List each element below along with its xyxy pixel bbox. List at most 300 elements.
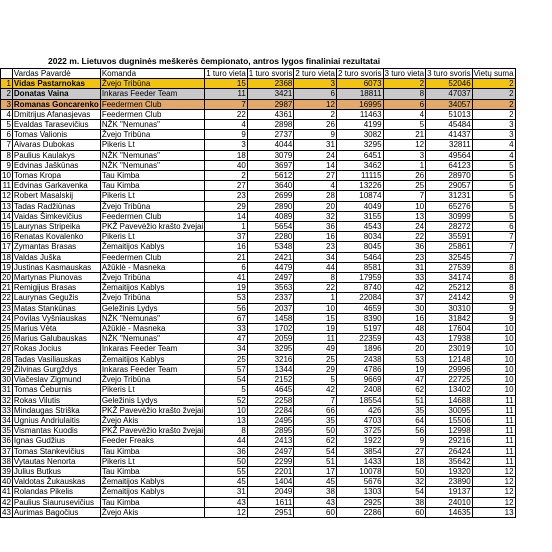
table-cell: 29 <box>2 364 11 374</box>
table-cell: 2987 <box>247 99 294 109</box>
table-row <box>1 446 516 456</box>
table-cell: 2 <box>472 109 515 119</box>
table-cell: 11 <box>472 446 515 456</box>
table-cell: 9669 <box>336 375 383 385</box>
table-cell: 4044 <box>247 140 294 150</box>
table-cell: 13226 <box>336 181 383 191</box>
table-cell: 11 <box>472 426 515 436</box>
table-cell: Žemaitijos Kablys <box>100 487 204 497</box>
table-cell: Tau Kimba <box>100 466 204 476</box>
table-row <box>1 181 516 191</box>
table-cell: 10 <box>472 385 515 395</box>
table-cell: 6073 <box>336 79 383 89</box>
table-cell: Inkaras Feeder Team <box>100 364 204 374</box>
table-cell: 23 <box>294 242 337 252</box>
table-cell: 43 <box>294 497 337 507</box>
table-row <box>1 201 516 211</box>
table-cell: 5 <box>472 181 515 191</box>
table-row <box>1 456 516 466</box>
table-cell: 10 <box>294 303 337 313</box>
table-row <box>1 232 516 242</box>
table-cell: 64 <box>383 415 426 425</box>
table-cell: 3697 <box>247 160 294 170</box>
table-cell: 6 <box>472 222 515 232</box>
table-cell: 3082 <box>336 130 383 140</box>
table-cell: 7 <box>472 232 515 242</box>
table-cell: 3 <box>294 79 337 89</box>
table-cell: 15506 <box>426 415 473 425</box>
table-cell: 60 <box>383 507 426 517</box>
table-cell: 25 <box>294 354 337 364</box>
table-cell: 2737 <box>247 130 294 140</box>
table-cell: Laurynas Gegužis <box>12 293 100 303</box>
table-cell: 2497 <box>247 446 294 456</box>
table-cell: 3079 <box>247 150 294 160</box>
table-cell: 18 <box>205 150 248 160</box>
table-cell: 26424 <box>426 446 473 456</box>
table-cell: Žvejo Tribūna <box>100 201 204 211</box>
table-cell: 8 <box>472 273 515 283</box>
table-cell: Tomas Stankevičius <box>12 446 100 456</box>
table-row <box>1 477 516 487</box>
table-cell: 4 <box>383 109 426 119</box>
table-cell: 51013 <box>426 109 473 119</box>
table-cell: 53 <box>383 354 426 364</box>
table-cell: 43 <box>205 497 248 507</box>
table-cell: 1611 <box>247 497 294 507</box>
table-cell: Žemaitijos Kablys <box>100 242 204 252</box>
table-cell: 29 <box>294 364 337 374</box>
table-cell: Valdotas Žukauskas <box>12 477 100 487</box>
table-cell: 50 <box>383 466 426 476</box>
table-cell: 12 <box>472 466 515 476</box>
table-cell: 4 <box>294 181 337 191</box>
table-cell: 2299 <box>247 456 294 466</box>
table-cell: Justinas Kasmauskas <box>12 262 100 272</box>
table-cell: 2497 <box>247 273 294 283</box>
table-cell: Ignas Gudžius <box>12 436 100 446</box>
table-cell: 32811 <box>426 140 473 150</box>
table-cell: 60 <box>294 507 337 517</box>
table-cell: 10 <box>383 201 426 211</box>
table-cell: Evaldas Tarasevičius <box>12 120 100 130</box>
table-cell: 30095 <box>426 405 473 415</box>
table-row <box>1 303 516 313</box>
table-row <box>1 487 516 497</box>
table-cell: 24 <box>383 222 426 232</box>
header-cell: 3 turo svoris <box>427 69 471 78</box>
table-cell: 1344 <box>247 364 294 374</box>
table-cell: 54 <box>294 446 337 456</box>
table-cell: 35 <box>383 405 426 415</box>
table-cell: 1 <box>205 222 248 232</box>
table-cell: 2699 <box>247 191 294 201</box>
table-cell: 4199 <box>336 120 383 130</box>
table-cell: 14688 <box>426 395 473 405</box>
table-cell: 19137 <box>426 487 473 497</box>
table-cell: 17959 <box>336 273 383 283</box>
table-row <box>1 211 516 221</box>
table-cell: Žvejo Akis <box>100 415 204 425</box>
table-cell: 1 <box>294 293 337 303</box>
table-cell: 5197 <box>336 324 383 334</box>
table-cell: 4479 <box>247 262 294 272</box>
table-cell: Tomas Valionis <box>12 130 100 140</box>
table-cell: 28 <box>294 191 337 201</box>
table-cell: PKŽ Pavevėžio krašto žvejai <box>101 405 204 415</box>
table-cell: 12 <box>472 477 515 487</box>
table-cell: 56 <box>205 303 248 313</box>
table-cell: Marius Galubauskas <box>12 334 100 344</box>
table-cell: 42 <box>294 385 337 395</box>
table-cell: Ažūklė - Masneka <box>100 262 204 272</box>
table-cell: 2337 <box>247 293 294 303</box>
table-cell: Paulius Siaurusevičius <box>12 497 100 507</box>
table-cell: 3155 <box>336 211 383 221</box>
table-cell: 8 <box>294 273 337 283</box>
table-cell: 2495 <box>247 415 294 425</box>
table-cell: Dmitrijus Afanasjevas <box>12 109 100 119</box>
table-cell: Rolandas Pikelis <box>12 487 100 497</box>
table-cell: 2368 <box>247 79 294 89</box>
table-cell: 10078 <box>336 466 383 476</box>
table-cell: 51 <box>383 395 426 405</box>
table-cell: 1896 <box>336 344 383 354</box>
table-cell: 3854 <box>336 446 383 456</box>
table-cell: 13 <box>2 201 11 211</box>
table-cell: 17938 <box>426 334 473 344</box>
table-cell: 32 <box>294 211 337 221</box>
table-cell: 49564 <box>426 150 473 160</box>
table-cell: 9 <box>472 313 515 323</box>
table-cell: PKŽ Pavevėžio krašto žvejai <box>101 222 204 232</box>
table-cell: 17 <box>294 466 337 476</box>
table-cell: 3 <box>472 130 515 140</box>
table-cell: 8 <box>205 426 248 436</box>
table-row <box>1 507 516 517</box>
table-cell: 2925 <box>336 497 383 507</box>
table-cell: 2 <box>205 171 248 181</box>
table-cell: 2280 <box>247 232 294 242</box>
table-cell: 2 <box>472 79 515 89</box>
header-row <box>1 69 516 79</box>
results-title: 2022 m. Lietuvos dugninės meškerės čempionato, antros lygos finaliniai rezultatai <box>48 56 381 66</box>
table-cell: 40 <box>2 477 11 487</box>
table-row <box>1 120 516 130</box>
table-cell: 8 <box>1 150 13 160</box>
table-cell: 64123 <box>426 160 473 170</box>
table-cell: Žilvinas Gurgždys <box>12 364 100 374</box>
table-cell: 41 <box>2 487 11 497</box>
header-cell: Vardas Pavardė <box>12 69 100 79</box>
table-cell: 2898 <box>247 120 294 130</box>
table-cell: 26 <box>294 120 337 130</box>
table-cell: 31 <box>2 385 11 395</box>
table-cell: 32 <box>2 395 11 405</box>
table-row <box>1 252 516 262</box>
header-cell: 2 turo vieta <box>295 69 335 78</box>
table-cell: 11 <box>472 405 515 415</box>
table-cell: 5676 <box>336 477 383 487</box>
table-cell: 51 <box>294 456 337 466</box>
table-cell: Rokas Jocius <box>12 344 100 354</box>
table-cell: 22 <box>205 109 248 119</box>
table-cell: 18 <box>2 252 11 262</box>
table-cell: 13 <box>472 507 515 517</box>
table-cell: Feedermen Club <box>100 99 204 109</box>
table-cell: 47037 <box>426 89 473 99</box>
table-cell: 26 <box>2 334 11 344</box>
table-cell: Tomas Čeburnis <box>12 385 100 395</box>
table-cell: 19 <box>294 324 337 334</box>
table-cell: 22084 <box>336 293 383 303</box>
table-cell: 5 <box>472 191 515 201</box>
table-cell: Pikeris Lt <box>100 191 204 201</box>
table-cell: 34 <box>294 252 337 262</box>
table-cell: Aivaras Dubokas <box>12 140 100 150</box>
header-cell: Vietų suma <box>473 69 514 78</box>
table-cell: 37 <box>2 446 11 456</box>
table-cell: 10874 <box>336 191 383 201</box>
table-cell: 2408 <box>336 385 383 395</box>
table-cell: 10 <box>472 324 515 334</box>
table-cell: 62 <box>294 436 337 446</box>
table-cell: 16 <box>205 242 248 252</box>
table-cell: 31 <box>205 487 248 497</box>
table-cell: Romanas Goncarenko <box>13 99 99 109</box>
table-cell: 29057 <box>426 181 473 191</box>
table-cell: Mindaugas Striška <box>12 405 100 415</box>
table-cell: 35 <box>2 426 11 436</box>
header-cell: Komanda <box>100 69 204 79</box>
table-cell: Remigijus Brasas <box>12 283 100 293</box>
table-cell: 25 <box>2 324 11 334</box>
table-cell: 52046 <box>426 79 473 89</box>
table-cell: Tadas Radžiūnas <box>12 201 100 211</box>
table-cell: 11 <box>472 436 515 446</box>
table-cell: 5654 <box>247 222 294 232</box>
table-cell: 25 <box>205 354 248 364</box>
table-cell: 43 <box>2 507 11 517</box>
table-cell: 6 <box>294 89 337 99</box>
table-row <box>1 242 516 252</box>
table-cell: 1433 <box>336 456 383 466</box>
table-row <box>1 415 516 425</box>
table-cell: 38 <box>294 487 337 497</box>
table-cell: 7 <box>383 191 426 201</box>
table-cell: 9 <box>383 436 426 446</box>
table-cell: 14 <box>2 211 11 221</box>
table-cell: 6 <box>1 130 13 140</box>
table-row <box>1 354 516 364</box>
table-cell: 7 <box>294 395 337 405</box>
table-cell: NŽK "Nemunas" <box>100 150 204 160</box>
table-cell: 32 <box>383 477 426 487</box>
table-cell: 20 <box>383 344 426 354</box>
table-cell: 2258 <box>247 395 294 405</box>
table-cell: Žvejo Tribūna <box>100 293 204 303</box>
table-cell: 10 <box>472 344 515 354</box>
table-cell: 14 <box>294 160 337 170</box>
table-cell: 10 <box>472 354 515 364</box>
table-cell: 55 <box>205 466 248 476</box>
table-cell: 12 <box>205 507 248 517</box>
table-cell: 1458 <box>247 313 294 323</box>
table-cell: Matas Stankūnas <box>12 303 100 313</box>
table-cell: 28 <box>2 354 11 364</box>
table-cell: 2 <box>472 89 515 99</box>
table-cell: 1 <box>383 160 426 170</box>
table-cell: 15 <box>2 222 11 232</box>
table-cell: 45484 <box>426 120 473 130</box>
table-cell: 9 <box>472 303 515 313</box>
table-cell: 4089 <box>247 211 294 221</box>
table-row <box>1 89 516 99</box>
table-cell: PKŽ Pavevėžio krašto žvejai <box>101 426 204 436</box>
table-cell: Vismantas Kuodis <box>12 426 100 436</box>
table-cell: 10 <box>2 171 11 181</box>
table-cell: 4645 <box>247 385 294 395</box>
table-cell: Žvejo Tribūna <box>100 130 204 140</box>
table-cell: 2152 <box>247 375 294 385</box>
table-row <box>1 109 516 119</box>
table-cell: 3462 <box>336 160 383 170</box>
table-cell: 1 <box>1 79 13 89</box>
table-cell: 4361 <box>247 109 294 119</box>
header-cell <box>1 69 13 79</box>
table-cell: 17604 <box>426 324 473 334</box>
table-cell: 66 <box>294 405 337 415</box>
table-cell: 12148 <box>426 354 473 364</box>
table-cell: 36 <box>205 446 248 456</box>
table-cell: 21 <box>205 252 248 262</box>
table-cell: 5 <box>472 211 515 221</box>
table-row <box>1 191 516 201</box>
table-row <box>1 364 516 374</box>
table-cell: Pikeris Lt <box>100 140 204 150</box>
table-cell: 38 <box>2 456 11 466</box>
table-cell: 2 <box>472 99 515 109</box>
table-cell: 7 <box>472 242 515 252</box>
table-cell: 12998 <box>426 426 473 436</box>
table-cell: 48 <box>383 324 426 334</box>
table-cell: 26 <box>383 171 426 181</box>
table-cell: 28272 <box>426 222 473 232</box>
table-cell: Feedermen Club <box>100 109 204 119</box>
table-cell: 62 <box>383 385 426 395</box>
table-cell: 18811 <box>336 89 383 99</box>
table-cell: 2438 <box>336 354 383 364</box>
table-cell: 29 <box>205 201 248 211</box>
table-cell: 12 <box>2 191 11 201</box>
table-cell: 2413 <box>247 436 294 446</box>
table-cell: Žvejo Tribūna <box>100 79 204 89</box>
table-cell: 47 <box>383 375 426 385</box>
table-cell: 30310 <box>426 303 473 313</box>
table-cell: Žvejo Tribūna <box>100 273 204 283</box>
table-cell: Paulius Kaulakys <box>12 150 100 160</box>
table-cell: Pikeris Lt <box>100 385 204 395</box>
table-row <box>1 405 516 415</box>
table-cell: 50 <box>294 426 337 436</box>
table-cell: 5 <box>205 385 248 395</box>
table-cell: 11 <box>205 89 248 99</box>
table-row <box>1 99 516 109</box>
table-cell: Ugnius Andriulaitis <box>12 415 100 425</box>
table-cell: 2284 <box>247 405 294 415</box>
table-cell: 22 <box>2 293 11 303</box>
table-cell: 14 <box>205 211 248 221</box>
table-cell: NŽK "Nemunas" <box>100 160 204 170</box>
table-cell: 27 <box>2 344 11 354</box>
table-cell: 6 <box>205 262 248 272</box>
table-row <box>1 283 516 293</box>
table-cell: 16 <box>2 232 11 242</box>
table-cell: 4 <box>472 140 515 150</box>
table-row <box>1 273 516 283</box>
table-cell: Robert Masalskij <box>12 191 100 201</box>
table-cell: 24 <box>2 313 11 323</box>
table-cell: 16 <box>294 232 337 242</box>
table-cell: Tau Kimba <box>100 497 204 507</box>
table-cell: 53 <box>205 293 248 303</box>
table-cell: 33 <box>205 324 248 334</box>
table-cell: 35 <box>294 415 337 425</box>
table-cell: 7 <box>205 99 248 109</box>
results-table <box>0 68 516 518</box>
table-row <box>1 293 516 303</box>
table-cell: 10 <box>205 405 248 415</box>
table-cell: 31 <box>383 262 426 272</box>
table-cell: Inkaras Feeder Team <box>100 89 204 99</box>
table-cell: 40 <box>205 160 248 170</box>
table-cell: 2 <box>294 109 337 119</box>
table-cell: 12 <box>472 497 515 507</box>
table-row <box>1 79 516 89</box>
table-cell: Geležinis Lydys <box>100 303 204 313</box>
table-cell: 8034 <box>336 232 383 242</box>
table-cell: 5612 <box>247 171 294 181</box>
table-cell: 33 <box>383 273 426 283</box>
table-cell: 25 <box>383 181 426 191</box>
table-cell: 27 <box>383 446 426 456</box>
table-row <box>1 497 516 507</box>
table-cell: 4 <box>205 120 248 130</box>
table-row <box>1 150 516 160</box>
table-cell: 39 <box>2 466 11 476</box>
table-cell: Geležinis Lydys <box>100 395 204 405</box>
table-cell: 28970 <box>426 171 473 181</box>
table-cell: 23890 <box>426 477 473 487</box>
table-row <box>1 395 516 405</box>
header-cell: 2 turo svoris <box>337 69 382 78</box>
table-row <box>1 262 516 272</box>
table-cell: 11 <box>472 415 515 425</box>
table-cell: 2 <box>1 89 13 99</box>
table-cell: 17 <box>2 242 11 252</box>
table-cell: 34174 <box>426 273 473 283</box>
table-cell: 52 <box>205 395 248 405</box>
table-cell: 8 <box>383 89 426 99</box>
table-cell: 3563 <box>247 283 294 293</box>
table-cell: Aurimas Bagočius <box>12 507 100 517</box>
table-cell: 67 <box>205 313 248 323</box>
table-cell: 38 <box>383 497 426 507</box>
table-cell: 30 <box>383 303 426 313</box>
table-cell: Valdas Juška <box>12 252 100 262</box>
table-cell: 15 <box>294 313 337 323</box>
table-row <box>1 130 516 140</box>
